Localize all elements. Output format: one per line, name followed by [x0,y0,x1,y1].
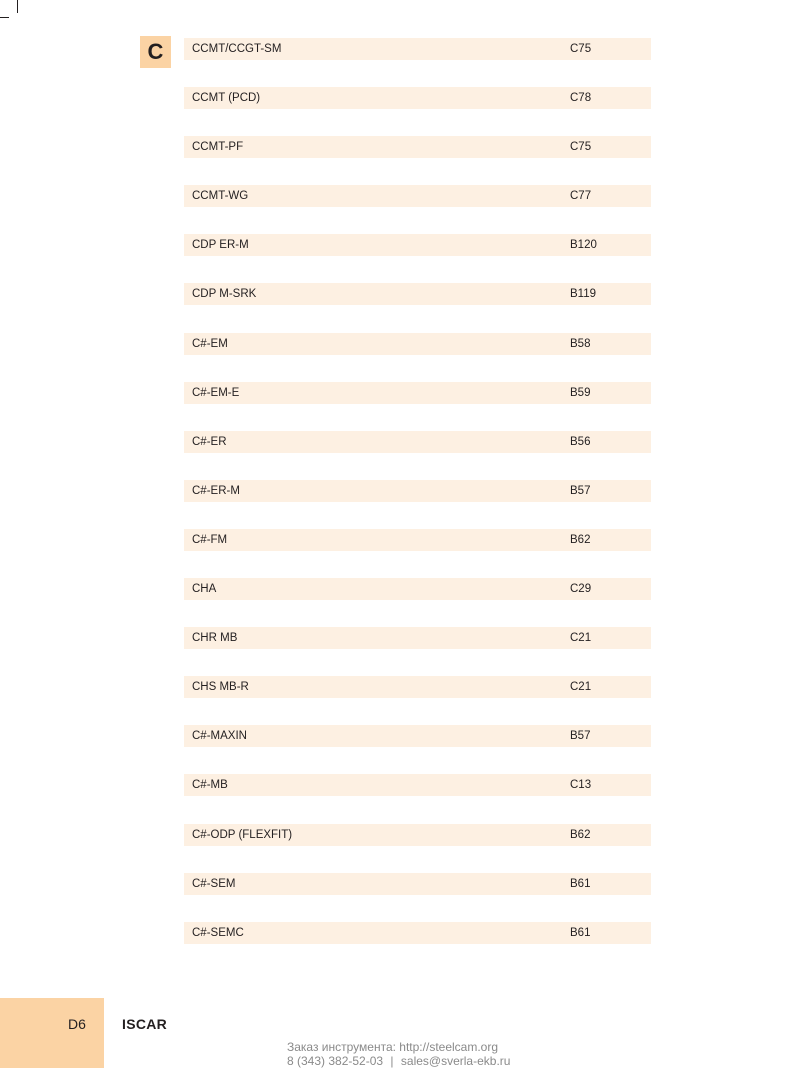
page-reference[interactable]: B59 [570,386,591,399]
product-code: C#-ODP (FLEXFIT) [192,828,293,841]
page-reference[interactable]: B119 [570,288,597,301]
index-list [184,38,651,971]
section-letter-badge: C [140,36,171,68]
product-code: CCMT/CCGT-SM [192,43,282,55]
index-row[interactable] [184,185,651,207]
index-row[interactable] [184,480,651,502]
index-row[interactable] [184,333,651,355]
product-code: C#-SEMC [192,926,244,939]
contact-line [287,1054,510,1068]
index-row[interactable] [184,283,651,305]
index-row[interactable] [184,873,651,895]
brand-name: ISCAR [122,1016,168,1032]
index-row[interactable] [184,774,651,796]
index-row[interactable] [184,824,651,846]
product-code: CDP ER-M [192,239,249,252]
product-code: C#-MAXIN [192,730,247,743]
product-code: C#-ER [192,435,227,448]
footer-accent-band [0,998,104,1068]
phone-number[interactable]: 8 (343) 382-52-03 [287,1054,384,1068]
product-code: CDP M-SRK [192,288,257,301]
index-row[interactable] [184,382,651,404]
index-row[interactable] [184,529,651,551]
page-number: D6 [68,1016,86,1032]
product-code: CCMT (PCD) [192,92,261,105]
index-row[interactable] [184,234,651,256]
index-row[interactable] [184,922,651,944]
product-code: CHS MB-R [192,681,249,694]
page-reference[interactable]: B61 [570,926,591,939]
page-reference[interactable]: C13 [570,779,592,792]
page-reference[interactable]: C21 [570,681,592,694]
product-code: CCMT-WG [192,190,249,203]
product-code: C#-SEM [192,877,236,890]
page-reference[interactable]: B58 [570,337,591,350]
page-reference[interactable]: C75 [570,43,592,55]
page-reference[interactable]: B57 [570,730,591,743]
index-row[interactable] [184,725,651,747]
product-code: C#-EM-E [192,386,240,399]
page-reference[interactable]: B56 [570,435,591,448]
order-line[interactable]: Заказ инструмента: http://steelcam.org [287,1040,499,1054]
page-reference[interactable]: B62 [570,828,591,841]
index-row[interactable] [184,136,651,158]
product-code: C#-FM [192,533,228,546]
contact-separator: | [390,1054,394,1068]
page-reference[interactable]: C75 [570,141,592,154]
product-code: CHA [192,583,217,596]
email-link[interactable]: sales@sverla-ekb.ru [400,1054,511,1068]
product-code: C#-ER-M [192,484,240,497]
page-reference[interactable]: C29 [570,583,592,596]
index-row[interactable] [184,627,651,649]
index-row[interactable] [184,87,651,109]
product-code: CHR MB [192,632,238,645]
index-row[interactable] [184,431,651,453]
contact-block [287,1040,510,1068]
index-row[interactable] [184,38,651,60]
index-row[interactable] [184,676,651,698]
page-reference[interactable]: B62 [570,533,591,546]
page-reference[interactable]: B120 [570,239,597,252]
page-reference[interactable]: B61 [570,877,591,890]
crop-mark-top-left-vertical [17,0,18,13]
page-reference[interactable]: C78 [570,92,592,105]
product-code: C#-MB [192,779,228,792]
crop-mark-top-left-horizontal [0,17,9,18]
index-row[interactable] [184,578,651,600]
product-code: C#-EM [192,337,228,350]
page-reference[interactable]: C21 [570,632,592,645]
product-code: CCMT-PF [192,141,244,154]
page-reference[interactable]: B57 [570,484,591,497]
page-reference[interactable]: C77 [570,190,592,203]
